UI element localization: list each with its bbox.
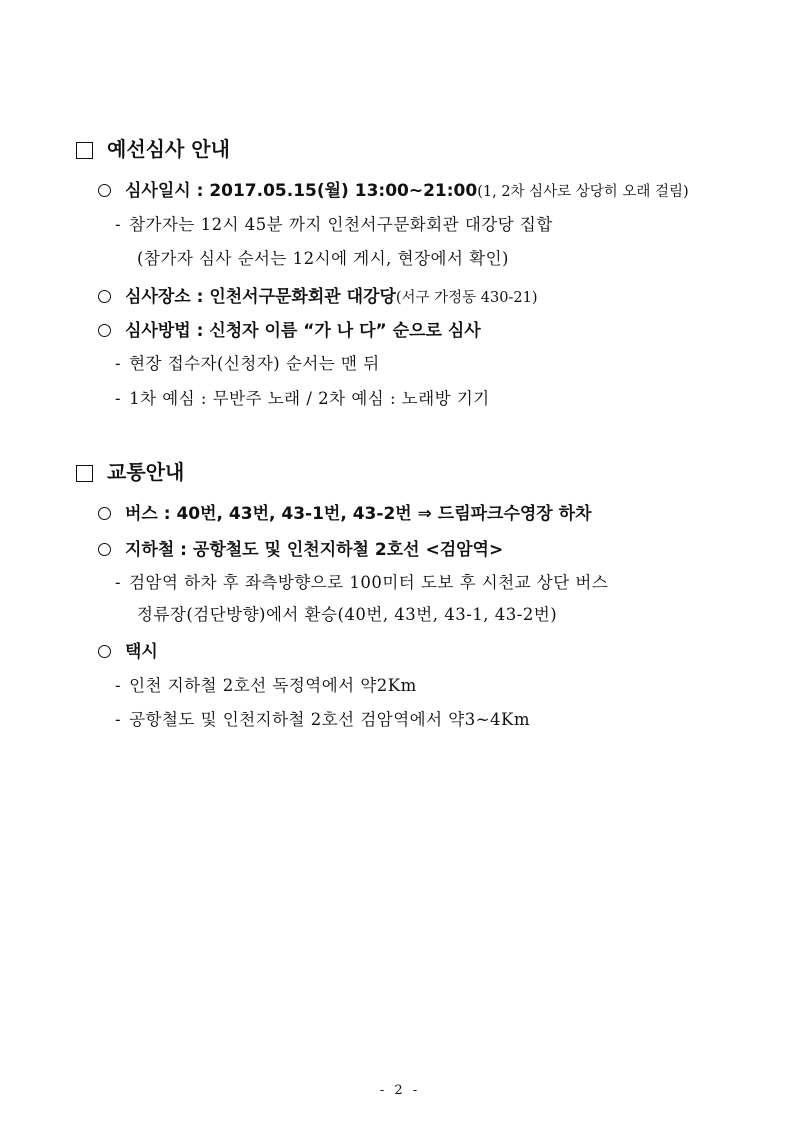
section-title-screening: 예선심사 안내 bbox=[76, 133, 230, 162]
item-taxi-sub1: - 인천 지하철 2호선 독정역에서 약2Km bbox=[115, 676, 417, 695]
circle-bullet-icon bbox=[98, 507, 111, 520]
page-number: - 2 - bbox=[379, 1083, 421, 1098]
item-subway-sub1: - 검암역 하차 후 좌측방향으로 100미터 도보 후 시천교 상단 버스 bbox=[115, 573, 609, 592]
item-schedule-sub1: - 참가자는 12시 45분 까지 인천서구문화회관 대강당 집합 bbox=[115, 215, 553, 234]
checkbox-square-icon bbox=[76, 465, 93, 482]
circle-bullet-icon bbox=[98, 184, 111, 197]
item-bus: 버스 : 40번, 43번, 43-1번, 43-2번 ⇒ 드림파크수영장 하차 bbox=[98, 499, 592, 524]
item-method-sub1: - 현장 접수자(신청자) 순서는 맨 뒤 bbox=[115, 354, 380, 373]
item-taxi-sub2: - 공항철도 및 인천지하철 2호선 검암역에서 약3~4Km bbox=[115, 710, 530, 729]
item-place: 심사장소 : 인천서구문화회관 대강당(서구 가정동 430-21) bbox=[98, 282, 537, 307]
item-subway-sub2: 정류장(검단방향)에서 환승(40번, 43번, 43-1, 43-2번) bbox=[137, 605, 558, 624]
item-taxi: 택시 bbox=[98, 637, 158, 662]
circle-bullet-icon bbox=[98, 324, 111, 337]
circle-bullet-icon bbox=[98, 543, 111, 556]
item-schedule: 심사일시 : 2017.05.15(월) 13:00~21:00(1, 2차 심사로 상당히 오래 걸림) bbox=[98, 176, 689, 201]
item-subway: 지하철 : 공항철도 및 인천지하철 2호선 <검암역> bbox=[98, 535, 503, 560]
checkbox-square-icon bbox=[76, 142, 93, 159]
circle-bullet-icon bbox=[98, 645, 111, 658]
section-title-transport: 교통안내 bbox=[76, 456, 184, 485]
item-schedule-sub2: (참가자 심사 순서는 12시에 게시, 현장에서 확인) bbox=[137, 249, 509, 268]
circle-bullet-icon bbox=[98, 290, 111, 303]
item-method: 심사방법 : 신청자 이름 “가 나 다” 순으로 심사 bbox=[98, 316, 481, 341]
item-method-sub2: - 1차 예심 : 무반주 노래 / 2차 예심 : 노래방 기기 bbox=[115, 389, 490, 408]
